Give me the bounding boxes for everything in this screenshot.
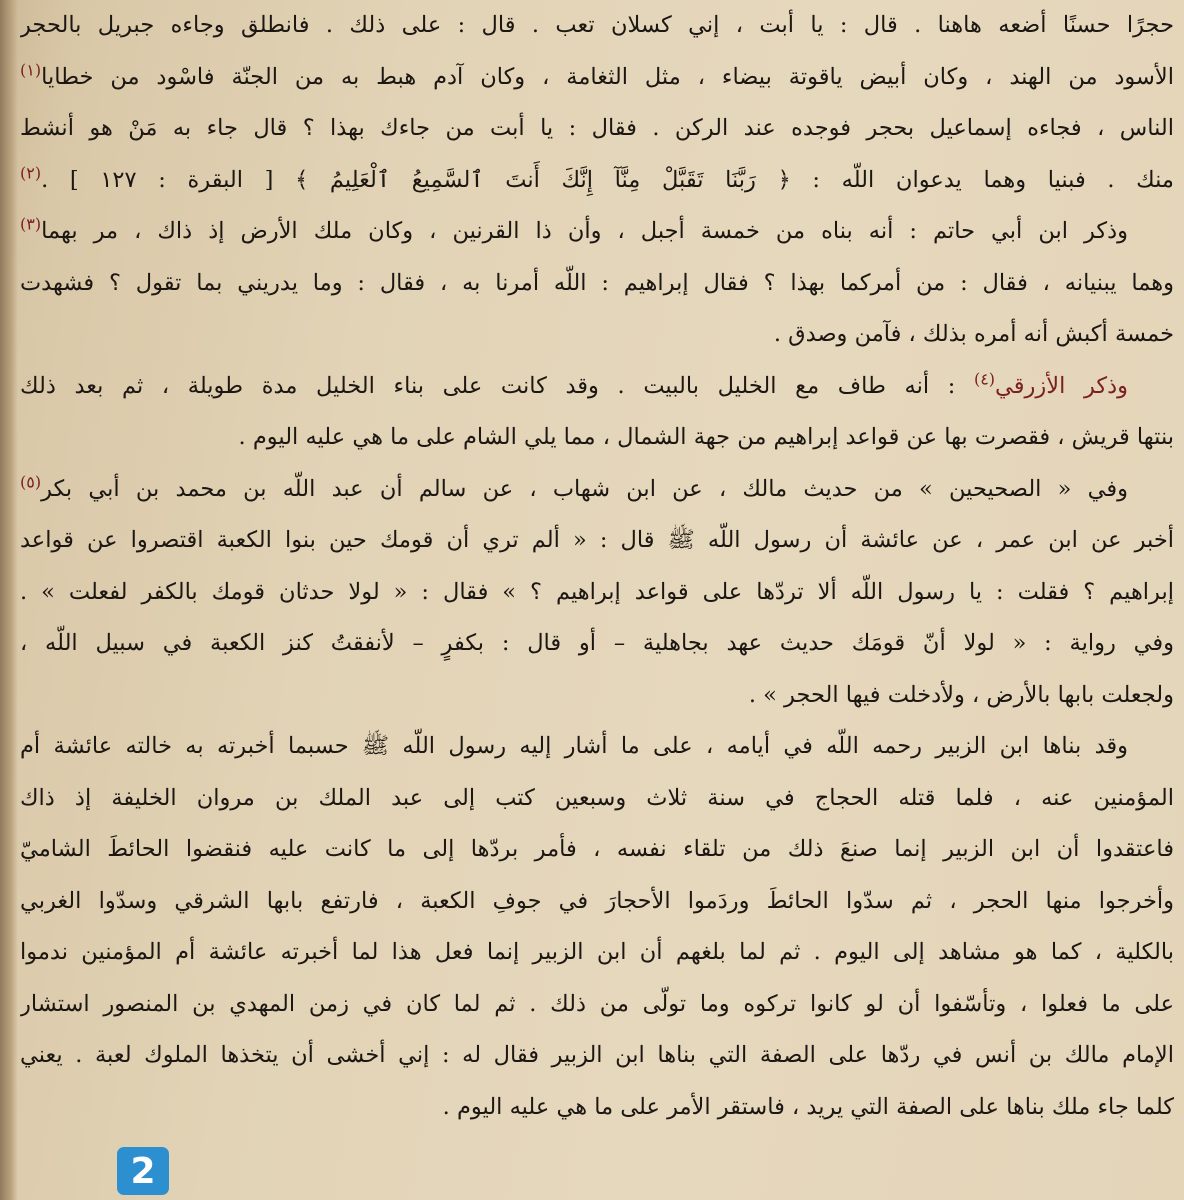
text-line: وذكر ابن أبي حاتم : أنه بناه من خمسة أجبل ، وأن ذا القرنين ، وكان ملك الأرض إذ ذاك ، مر بهما$^{(٣)}$	[20, 214, 1128, 244]
footnote-marker: (٤)	[973, 369, 996, 388]
footnote-marker: (١)	[20, 60, 42, 79]
text-line: الأسود من الهند ، وكان أبيض ياقوتة بيضاء ، مثل الثغامة ، وكان آدم هبط به من الجنّة فاسْود من خطايا$^{(١)}$	[20, 60, 1174, 90]
text-line: ولجعلت بابها بالأرض ، ولأدخلت فيها الحجر » .	[748, 681, 1174, 708]
text-line: على ما فعلوا ، وتأسّفوا أن لو كانوا تركوه وما تولّى من ذلك . ثم لما كان في زمن المهدي بن المنصور استشار	[20, 990, 1174, 1017]
text-line: كلما جاء ملك بناها على الصفة التي يريد ، فاستقر الأمر على ما هي عليه اليوم .	[442, 1093, 1174, 1120]
arabic-text-block	[20, 0, 1174, 1133]
text-line: فاعتقدوا أن ابن الزبير إنما صنعَ ذلك من تلقاء نفسه ، فأمر بردّها إلى ما كانت عليه فنقضوا الحائطَ الشاميّ	[20, 836, 1174, 862]
page-number-label: 2	[130, 1150, 156, 1192]
text-line: وفي « الصحيحين » من حديث مالك ، عن ابن شهاب ، عن سالم أن عبد اللّه بن محمد بن أبي بكر$^{(٥)}$	[20, 472, 1128, 502]
text-line: الإمام مالك بن أنس في ردّها على الصفة التي بناها ابن الزبير فقال له : إني أخشى أن يتخذها الملوك لعبة . يعني	[20, 1042, 1174, 1068]
text-line: أخبر عن ابن عمر ، عن عائشة أن رسول اللّه ﷺ قال : « ألم تري أن قومك حين بنوا الكعبة اقتصروا عن قواعد	[20, 527, 1174, 553]
text-line: وفي رواية : « لولا أنّ قومَك حديث عهد بجاهلية – أو قال : بكفرٍ – لأنفقتُ كنز الكعبة في سبيل اللّه ،	[20, 630, 1174, 656]
footnote-marker: (٣)	[20, 214, 42, 234]
footnote-marker: (٢)	[20, 163, 42, 182]
text-line: إبراهيم ؟ فقلت : يا رسول اللّه ألا تردّها على قواعد إبراهيم ؟ » فقال : « لولا حدثان قومك بالكفر لفعلت » .	[20, 578, 1174, 605]
text-line: منك . فبنيا وهما يدعوان اللّه : ﴿ رَبَّنَا تَقَبَّلْ مِنَّآ إِنَّكَ أَنتَ ٱلسَّمِيعُ ٱلْعَلِيمُ ﴾ [ البقرة : ١٢٧ ] .$^{(٢)}$	[20, 163, 1174, 193]
page-binding-shadow	[0, 0, 18, 1200]
text-line: الناس ، فجاءه إسماعيل بحجر فوجده عند الركن . فقال : يا أبت من جاءك بهذا ؟ قال جاء به مَنْ هو أنشط	[20, 115, 1174, 141]
text-line: خمسة أكبش أنه أمره بذلك ، فآمن وصدق .	[773, 321, 1174, 347]
text-line: وهما يبنيانه ، فقال : من أمركما بهذا ؟ فقال إبراهيم : اللّه أمرنا به ، فقال : وما يدريني بما تقول ؟ فشهدت	[20, 269, 1174, 296]
text-line: وذكر الأزرقي$^{(٤)}$ : أنه طاف مع الخليل بالبيت . وقد كانت على بناء الخليل مدة طويلة ، ثم بعد ذلك	[20, 369, 1128, 399]
text-line: حجرًا حسنًا أضعه هاهنا . قال : يا أبت ، إني كسلان تعب . قال : على ذلك . فانطلق وجاءه جبريل بالحجر	[20, 12, 1174, 38]
page-number-badge	[117, 1147, 169, 1195]
text-line: وقد بناها ابن الزبير رحمه اللّه في أيامه ، على ما أشار إليه رسول اللّه ﷺ حسبما أخبرته به خالته عائشة أم	[20, 733, 1128, 759]
footnote-marker: (٥)	[20, 472, 42, 491]
highlighted-source-name: وذكر الأزرقي	[995, 372, 1128, 399]
text-line: وأخرجوا منها الحجر ، ثم سدّوا الحائطَ وردَموا الأحجارَ في جوفِ الكعبة ، فارتفع بابها الشرقي وسدّوا الغربي	[20, 887, 1174, 914]
text-line: المؤمنين عنه ، فلما قتله الحجاج في سنة ثلاث وسبعين كتب إلى عبد الملك بن مروان الخليفة إذ ذاك	[20, 784, 1174, 811]
text-line: بالكلية ، كما هو مشاهد إلى اليوم . ثم لما بلغهم أن ابن الزبير إنما فعل هذا لما أخبرته عائشة أم المؤمنين ندموا	[20, 939, 1174, 965]
text-line: بنتها قريش ، فقصرت بها عن قواعد إبراهيم من جهة الشمال ، مما يلي الشام على ما هي عليه اليوم .	[238, 424, 1174, 450]
